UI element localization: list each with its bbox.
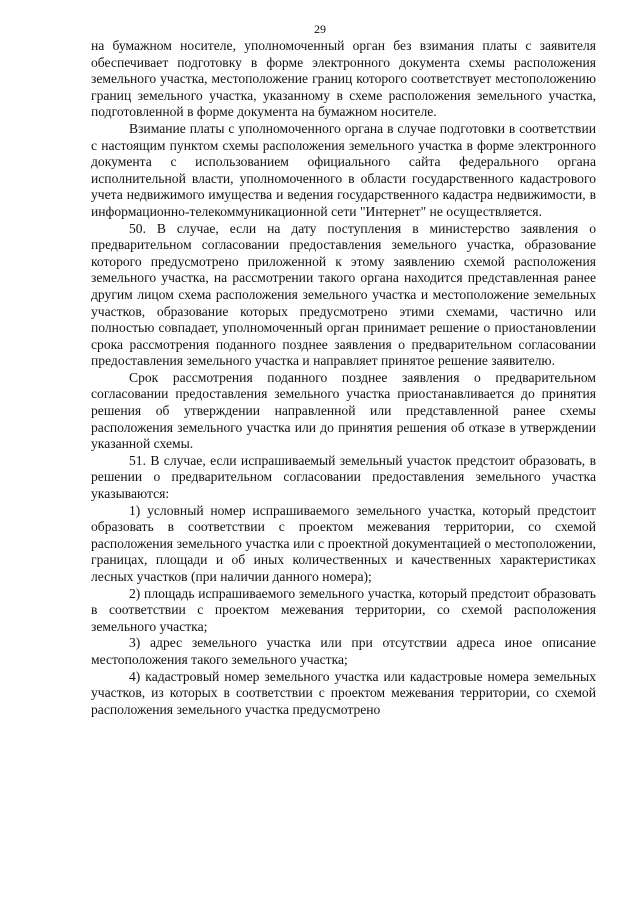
list-item-2: 2) площадь испрашиваемого земельного участка, который предстоит образовать в соответствии с проектом межевания территории, со схемой расположения земельного участка;: [91, 585, 596, 634]
paragraph-fee-waiver: Взимание платы с уполномоченного органа в случае подготовки в соответствии с настоящим пунктом схемы расположения земельного участка в форме электронного документа с использованием официального сайта федерального органа исполнительной власти, уполномоченного в области государственного кадастрового учета недвижимого имущества и ведения государственного кадастра недвижимости, в информационно-телекоммуникационной сети "Интернет" не осуществляется.: [91, 120, 596, 219]
paragraph-clause-51: 51. В случае, если испрашиваемый земельный участок предстоит образовать, в решении о предварительном согласовании предоставления земельного участка указываются:: [91, 452, 596, 502]
list-item-3: 3) адрес земельного участка или при отсутствии адреса иное описание местоположения такого земельного участка;: [91, 635, 596, 667]
paragraph-suspension-term: Срок рассмотрения поданного позднее заявления о предварительном согласовании предоставления земельного участка приостанавливается до принятия решения об утверждении направленной или представленной ранее схемы расположения земельного участка или до принятия решения об отказе в утверждении указанной схемы.: [91, 369, 596, 452]
paragraph-continuation: на бумажном носителе, уполномоченный орган без взимания платы с заявителя обеспечивает подготовку в форме электронного документа схемы расположения земельного участка, местоположение границ которого соответствует местоположению границ земельного участка, указанному в схеме расположения земельного участка, подготовленной в форме документа на бумажном носителе.: [91, 38, 596, 120]
paragraph-clause-50: 50. В случае, если на дату поступления в министерство заявления о предварительном согласовании предоставления земельного участка, образование которого предусмотрено приложенной к этому заявлению схемой расположения земельного участка, на рассмотрении такого органа находится представленная ранее другим лицом схема расположения земельного участка и местоположение земельных участков, образование которых предусмотрено этими схемами, частично или полностью совпадает, уполномоченный орган принимает решение о приостановлении срока рассмотрения поданного позднее заявления о предварительном согласовании предоставления земельного участка и направляет принятое решение заявителю.: [91, 220, 596, 369]
list-item-4: 4) кадастровый номер земельного участка или кадастровые номера земельных участков, из которых в соответствии с проектом межевания территории, со схемой расположения земельного участка предусмотрено: [91, 668, 596, 717]
document-body: [91, 38, 596, 718]
page-number: 29: [314, 22, 326, 36]
list-item-1: 1) условный номер испрашиваемого земельного участка, который предстоит образовать в соответствии с проектом межевания территории, со схемой расположения земельного участка или с проектной документацией о местоположении, границах, площади и об иных количественных и качественных характеристиках лесных участков (при наличии данного номера);: [91, 502, 596, 584]
